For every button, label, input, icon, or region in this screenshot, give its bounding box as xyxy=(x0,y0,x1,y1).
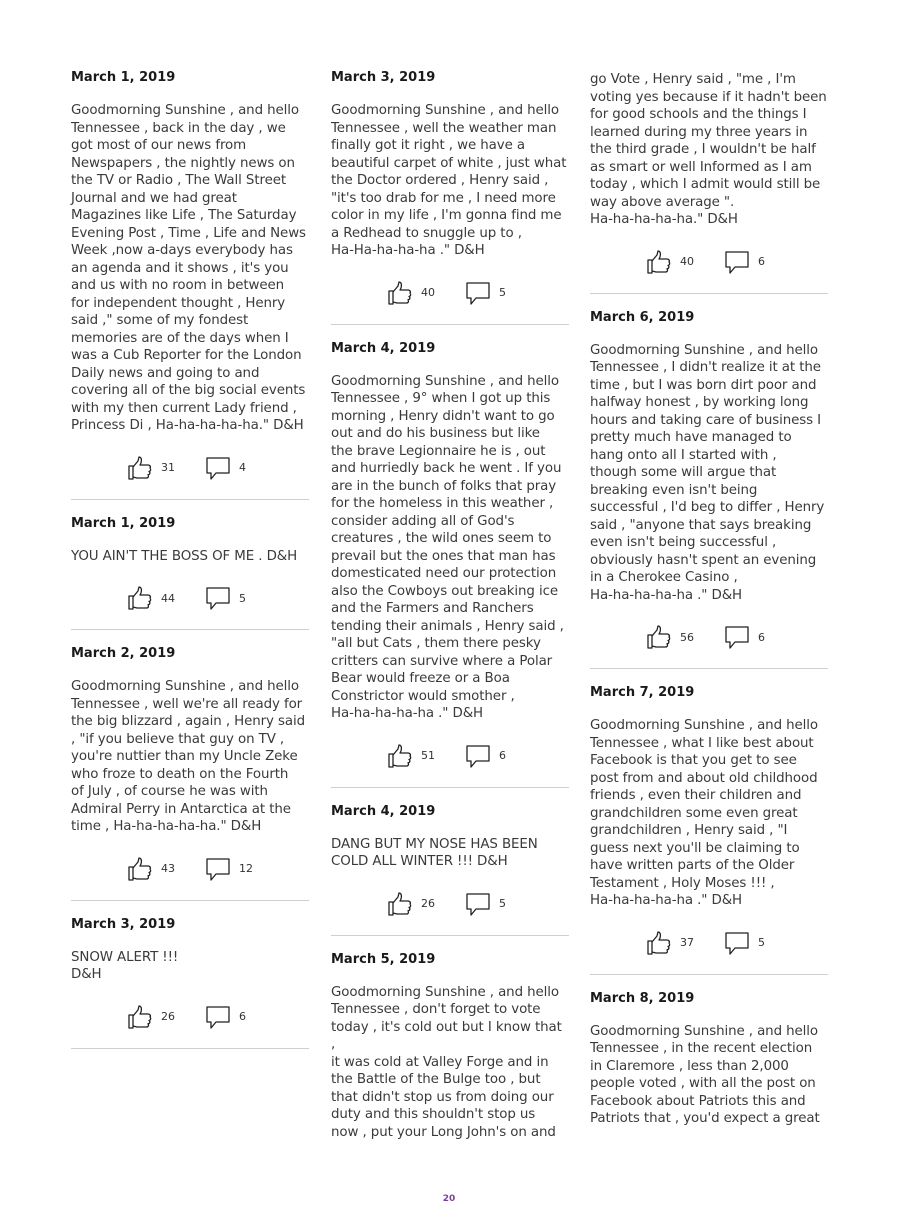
post-date: March 4, 2019 xyxy=(331,803,436,819)
post-gap xyxy=(331,788,569,802)
thumbs-up-icon xyxy=(127,1004,153,1030)
like-button[interactable] xyxy=(646,624,694,650)
post-gap xyxy=(331,325,569,339)
post xyxy=(71,514,309,631)
thumbs-up-icon xyxy=(387,891,413,917)
column-1 xyxy=(71,68,309,1049)
post-text: go Vote , Henry said , "me , I'm voting yes because if it hadn't been for good schools and the things I learned during my three years in the third grade , I wouldn't be half as smart or well Informed as I am today , which I admit would still be way above average ". Ha-ha-ha-ha-ha." D&H xyxy=(590,72,827,227)
post xyxy=(590,71,828,294)
like-button-count: 26 xyxy=(421,897,435,910)
like-button[interactable] xyxy=(646,249,694,275)
post-stats xyxy=(71,984,309,1048)
comment-button[interactable] xyxy=(205,856,253,882)
like-button[interactable] xyxy=(387,280,435,306)
comment-button-count: 5 xyxy=(758,936,765,949)
like-button-count: 56 xyxy=(680,630,694,644)
post-stats xyxy=(590,229,828,293)
thumbs-up-icon xyxy=(127,856,153,882)
post-stats xyxy=(331,723,569,787)
comment-icon xyxy=(465,891,491,917)
post-gap xyxy=(590,975,828,989)
comment-button-count: 6 xyxy=(239,1010,246,1023)
comment-icon xyxy=(724,249,750,275)
comment-button-count: 5 xyxy=(239,591,246,605)
like-button[interactable] xyxy=(127,585,175,611)
post-stats xyxy=(590,604,828,668)
comment-icon xyxy=(465,280,491,306)
post-date: March 2, 2019 xyxy=(71,646,176,661)
post xyxy=(590,308,828,670)
comment-button-count: 5 xyxy=(499,286,506,299)
like-button[interactable] xyxy=(646,930,694,956)
post-stats xyxy=(331,260,569,324)
comment-button[interactable] xyxy=(724,624,765,650)
post-stats xyxy=(590,910,828,974)
post xyxy=(331,339,569,788)
comment-button[interactable] xyxy=(205,1004,246,1030)
post-stats xyxy=(71,836,309,900)
comment-icon xyxy=(205,856,231,882)
post-text: Goodmorning Sunshine , and hello Tennessee , what I like best about Facebook is that you get to see post from and about old childhood friends , even their children and grandchildren some even great grandchildren , Henry said , "I guess next you'll be claiming to have written parts of the Older Testament , Holy Moses !!! , Ha-ha-ha-ha-ha ." D&H xyxy=(590,718,818,908)
post-gap xyxy=(71,901,309,915)
comment-button[interactable] xyxy=(465,280,506,306)
comment-button[interactable] xyxy=(465,743,506,769)
post-text: DANG BUT MY NOSE HAS BEEN COLD ALL WINTER !!! D&H xyxy=(331,836,538,869)
post xyxy=(331,950,569,1142)
comment-button-count: 6 xyxy=(499,749,506,762)
thumbs-up-icon xyxy=(127,455,153,481)
comment-icon xyxy=(205,1004,231,1030)
like-button-count: 43 xyxy=(161,862,175,875)
like-button-count: 26 xyxy=(161,1010,175,1023)
thumbs-up-icon xyxy=(127,585,153,611)
post xyxy=(331,68,569,325)
post-date: March 4, 2019 xyxy=(331,340,436,356)
post-text: Goodmorning Sunshine , and hello Tennessee , I didn't realize it at the time , but I was born dirt poor and halfway honest , by working long hours and taking care of business I pretty much have managed to hang onto all I started with , though some will argue that breaking even isn't being successful , I'd beg to differ , Henry said , "anyone that says breaking even isn't being successful , obviously hasn't spent an evening in a Cherokee Casino , Ha-ha-ha-ha-ha ." D&H xyxy=(590,342,825,603)
comment-button[interactable] xyxy=(205,455,246,481)
column-2 xyxy=(331,68,569,1141)
post xyxy=(590,683,828,975)
post-date: March 3, 2019 xyxy=(331,70,436,85)
post-date: March 5, 2019 xyxy=(331,951,436,967)
like-button-count: 44 xyxy=(161,591,175,605)
post xyxy=(590,989,828,1128)
comment-icon xyxy=(205,455,231,481)
comment-button[interactable] xyxy=(205,585,246,611)
post-date: March 8, 2019 xyxy=(590,990,695,1006)
comment-icon xyxy=(465,743,491,769)
post xyxy=(71,644,309,901)
post-stats xyxy=(331,871,569,935)
post-date: March 6, 2019 xyxy=(590,309,695,325)
comment-icon xyxy=(724,624,750,650)
like-button[interactable] xyxy=(387,743,435,769)
page-number: 20 xyxy=(442,1194,456,1204)
like-button[interactable] xyxy=(127,455,175,481)
comment-button-count: 4 xyxy=(239,461,246,474)
like-button-count: 37 xyxy=(680,936,694,949)
like-button[interactable] xyxy=(127,856,175,882)
like-button-count: 40 xyxy=(421,286,435,299)
comment-button-count: 6 xyxy=(758,255,765,268)
thumbs-up-icon xyxy=(387,743,413,769)
like-button-count: 31 xyxy=(161,461,175,474)
column-3 xyxy=(590,68,828,1128)
post-text: Goodmorning Sunshine , and hello Tennessee , back in the day , we got most of our news from Newspapers , the nightly news on the TV or Radio , The Wall Street Journal and we had great Magazines like Life , The Saturday Evening Post , Time , Life and News Week ,now a-days everybody has an agenda and it shows , it's you and us with no room in between for independent thought , Henry said ," some of my fondest memories are of the days when I was a Cub Reporter for the London Daily news and going to and covering all of the big social events with my then current Lady friend , Princess Di , Ha-ha-ha-ha-ha." D&H xyxy=(71,103,306,433)
thumbs-up-icon xyxy=(646,930,672,956)
comment-button[interactable] xyxy=(724,930,765,956)
like-button[interactable] xyxy=(127,1004,175,1030)
post-text: YOU AIN'T THE BOSS OF ME . D&H xyxy=(71,548,298,564)
comment-button[interactable] xyxy=(724,249,765,275)
comment-button[interactable] xyxy=(465,891,506,917)
thumbs-up-icon xyxy=(387,280,413,306)
comment-button-count: 12 xyxy=(239,862,253,875)
comment-icon xyxy=(205,585,231,611)
post-gap xyxy=(71,630,309,644)
post-gap xyxy=(331,936,569,950)
post xyxy=(71,68,309,500)
post xyxy=(331,802,569,936)
post-stats xyxy=(71,565,309,629)
post xyxy=(71,915,309,1049)
post-date: March 3, 2019 xyxy=(71,916,176,932)
post-date: March 1, 2019 xyxy=(71,515,176,531)
post-date: March 7, 2019 xyxy=(590,685,695,700)
thumbs-up-icon xyxy=(646,624,672,650)
post-text: Goodmorning Sunshine , and hello Tennessee , 9° when I got up this morning , Henry didn't want to go out and do his business but like the brave Legionnaire he is , out and hurriedly back he went . If you are in the bunch of folks that pray for the homeless in this weather , consider adding all of God's creatures , the wild ones seem to prevail but the ones that man has domesticated need our protection also the Cowboys out breaking ice and the Farmers and Ranchers tending their animals , Henry said , "all but Cats , them there pesky critters can survive where a Polar Bear would freeze or a Boa Constrictor would smother , Ha-ha-ha-ha-ha ." D&H xyxy=(331,373,564,721)
comment-icon xyxy=(724,930,750,956)
post-date: March 1, 2019 xyxy=(71,70,176,85)
like-button-count: 51 xyxy=(421,749,435,762)
comment-button-count: 5 xyxy=(499,897,506,910)
post-text: Goodmorning Sunshine , and hello Tennessee , well the weather man finally got it right , we have a beautiful carpet of white , just what the Doctor ordered , Henry said , "it's too drab for me , I need more color in my life , I'm gonna find me a Redhead to snuggle up to , Ha-Ha-ha-ha-ha ." D&H xyxy=(331,103,567,258)
post-gap xyxy=(590,669,828,683)
post-text: Goodmorning Sunshine , and hello Tennessee , don't forget to vote today , it's cold out but I know that , it was cold at Valley Forge and in the Battle of the Bulge too , but that didn't stop us from doing our duty and this shouldn't stop us now , put your Long John's on and xyxy=(331,984,562,1140)
thumbs-up-icon xyxy=(646,249,672,275)
post-gap xyxy=(71,500,309,514)
post-text: Goodmorning Sunshine , and hello Tennessee , well we're all ready for the big blizzard , again , Henry said , "if you believe that guy on TV , you're nuttier than my Uncle Zeke who froze to death on the Fourth of July , of course he was with Admiral Perry in Antarctica at the time , Ha-ha-ha-ha-ha." D&H xyxy=(71,679,306,834)
post-text: Goodmorning Sunshine , and hello Tennessee , in the recent election in Claremore , less than 2,000 people voted , with all the post on Facebook about Patriots this and Patriots that , you'd expect a great xyxy=(590,1023,820,1126)
post-gap xyxy=(590,294,828,308)
comment-button-count: 6 xyxy=(758,630,765,644)
post-text: SNOW ALERT !!! D&H xyxy=(71,949,179,982)
post-stats xyxy=(71,435,309,499)
like-button[interactable] xyxy=(387,891,435,917)
like-button-count: 40 xyxy=(680,255,694,268)
